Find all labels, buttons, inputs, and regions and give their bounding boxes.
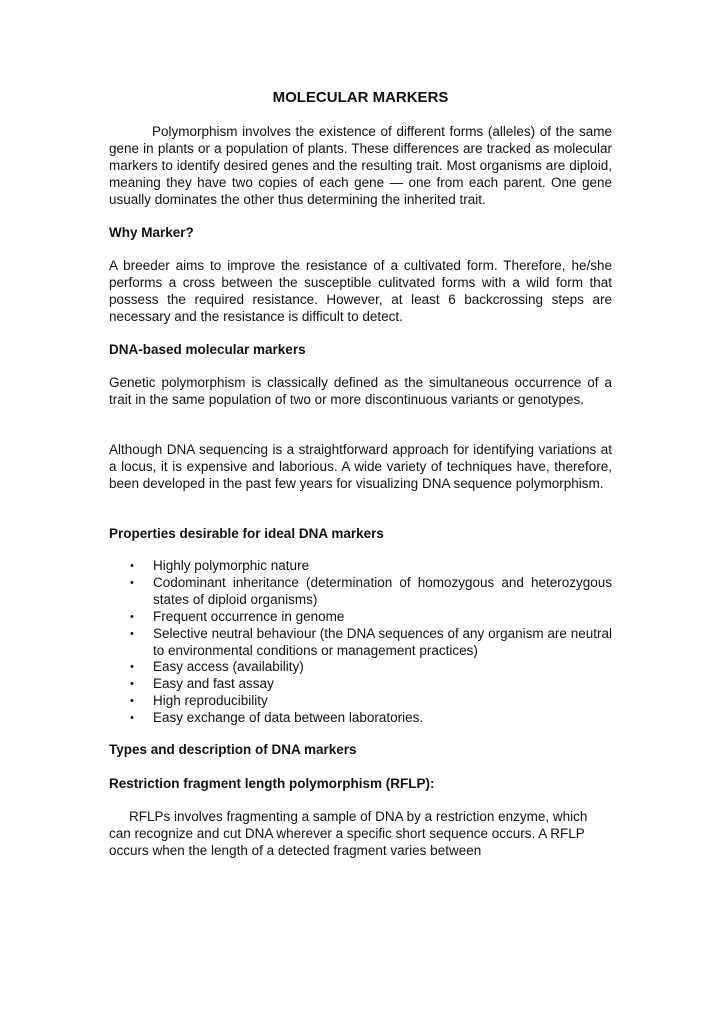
list-item bbox=[109, 558, 612, 575]
list-item bbox=[109, 609, 612, 626]
bullet-icon: • bbox=[130, 576, 134, 589]
list-item-text: Codominant inheritance (determination of homozygous and heterozygous states of diploid organisms) bbox=[153, 574, 612, 607]
bullet-icon: • bbox=[130, 695, 134, 708]
dna-markers-paragraph-2: Although DNA sequencing is a straightforward approach for identifying variations at a locus, it is expensive and laborious. A wide variety of techniques have, therefore, been developed in the past few years for visualizing DNA sequence polymorphism. bbox=[109, 442, 612, 491]
list-item-text: Easy and fast assay bbox=[153, 676, 274, 692]
rflp-paragraph: RFLPs involves fragmenting a sample of DNA by a restriction enzyme, which can recognize and cut DNA wherever a specific short sequence occurs. A RFLP occurs when the length of a detected fragment varies between bbox=[109, 809, 588, 858]
types-heading: Types and description of DNA markers bbox=[109, 742, 357, 757]
list-item-text: Easy exchange of data between laboratories. bbox=[153, 710, 424, 726]
why-marker-heading: Why Marker? bbox=[109, 225, 194, 240]
list-item bbox=[109, 659, 612, 676]
list-item-text: High reproducibility bbox=[153, 693, 268, 709]
bullet-icon: • bbox=[130, 560, 134, 572]
list-item bbox=[109, 710, 612, 727]
list-item-text: Highly polymorphic nature bbox=[153, 558, 310, 573]
document-title: MOLECULAR MARKERS bbox=[272, 89, 449, 106]
why-marker-paragraph: A breeder aims to improve the resistance of a cultivated form. Therefore, he/she performs a cross between the susceptible culitvated forms with a wild form that possess the required resistance. However, at least 6 backcrossing steps are necessary and the resistance is difficult to detect. bbox=[109, 258, 612, 324]
dna-markers-paragraph-1: Genetic polymorphism is classically defined as the simultaneous occurrence of a trait in the same population of two or more discontinuous variants or genotypes. bbox=[109, 375, 612, 407]
list-item bbox=[109, 676, 612, 693]
dna-markers-heading: DNA-based molecular markers bbox=[109, 342, 306, 357]
properties-heading: Properties desirable for ideal DNA markers bbox=[109, 526, 384, 541]
list-item bbox=[109, 575, 612, 609]
bullet-icon: • bbox=[130, 678, 134, 691]
properties-list bbox=[109, 558, 612, 727]
intro-paragraph: Polymorphism involves the existence of different forms (alleles) of the same gene in plants or a population of plants. These differences are tracked as molecular markers to identify desired genes and the resulting trait. Most organisms are diploid, meaning they have two copies of each gene — one from each parent. One gene usually dominates the other thus determining the inherited trait. bbox=[109, 124, 612, 207]
list-item bbox=[109, 626, 612, 660]
list-item bbox=[109, 693, 612, 710]
bullet-icon: • bbox=[130, 661, 134, 674]
bullet-icon: • bbox=[130, 627, 134, 640]
list-item-text: Easy access (availability) bbox=[153, 659, 304, 675]
rflp-heading: Restriction fragment length polymorphism (RFLP): bbox=[109, 776, 435, 791]
list-item-text: Frequent occurrence in genome bbox=[153, 608, 345, 624]
bullet-icon: • bbox=[130, 712, 134, 725]
bullet-icon: • bbox=[130, 610, 134, 623]
list-item-text: Selective neutral behaviour (the DNA sequences of any organism are neutral to environmental conditions or management practices) bbox=[153, 625, 612, 658]
